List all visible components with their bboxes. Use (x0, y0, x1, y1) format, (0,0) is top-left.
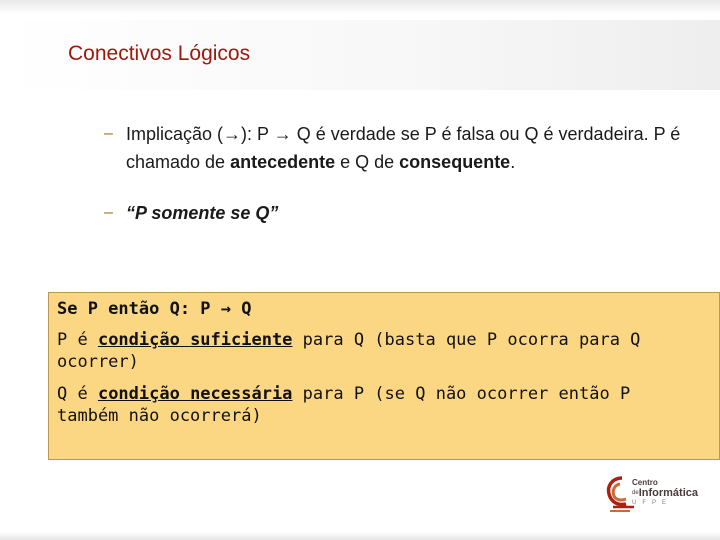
logo-line1: Centro (632, 478, 658, 487)
box-text: para Q (basta que P ocorra para Q ocorrer) (57, 330, 641, 372)
top-band (0, 0, 720, 14)
bullet-text: Implicação (→): P → Q é verdade se P é falsa ou Q é verdadeira. P é chamado de (126, 124, 681, 172)
box-text: Q é (57, 384, 98, 404)
box-paragraph-necessary (57, 383, 697, 427)
bullet-somente-se (104, 199, 684, 227)
term-antecedente: antecedente (230, 152, 336, 172)
box-heading: Se P então Q: P → Q (57, 299, 252, 319)
bullet-text: . (510, 152, 516, 172)
bullet-implication (104, 120, 684, 176)
box-text: para P (se Q não ocorrer então P também não ocorrerá) (57, 384, 631, 426)
logo-line3: UFPE (632, 500, 673, 506)
term-condicao-necessaria: condição necessária (97, 384, 293, 404)
bullet-dash: – (104, 204, 113, 221)
definition-box (48, 292, 720, 460)
cin-logo-text (632, 478, 698, 507)
bullet-text: “P somente se Q” (126, 203, 279, 223)
box-paragraph-sufficient (57, 329, 697, 373)
bullet-text: e Q de (335, 152, 400, 172)
logo-line2-small: de (632, 490, 639, 496)
term-consequente: consequente (399, 152, 511, 172)
bullet-list (104, 120, 684, 227)
box-text: P é (57, 330, 98, 350)
cin-logo (604, 474, 704, 514)
logo-line2-main: Informática (638, 487, 698, 499)
slide-title: Conectivos Lógicos (68, 42, 251, 65)
term-condicao-suficiente: condição suficiente (97, 330, 293, 350)
logo-line2 (632, 487, 698, 499)
bottom-band (0, 532, 720, 540)
bullet-dash: – (104, 125, 113, 142)
